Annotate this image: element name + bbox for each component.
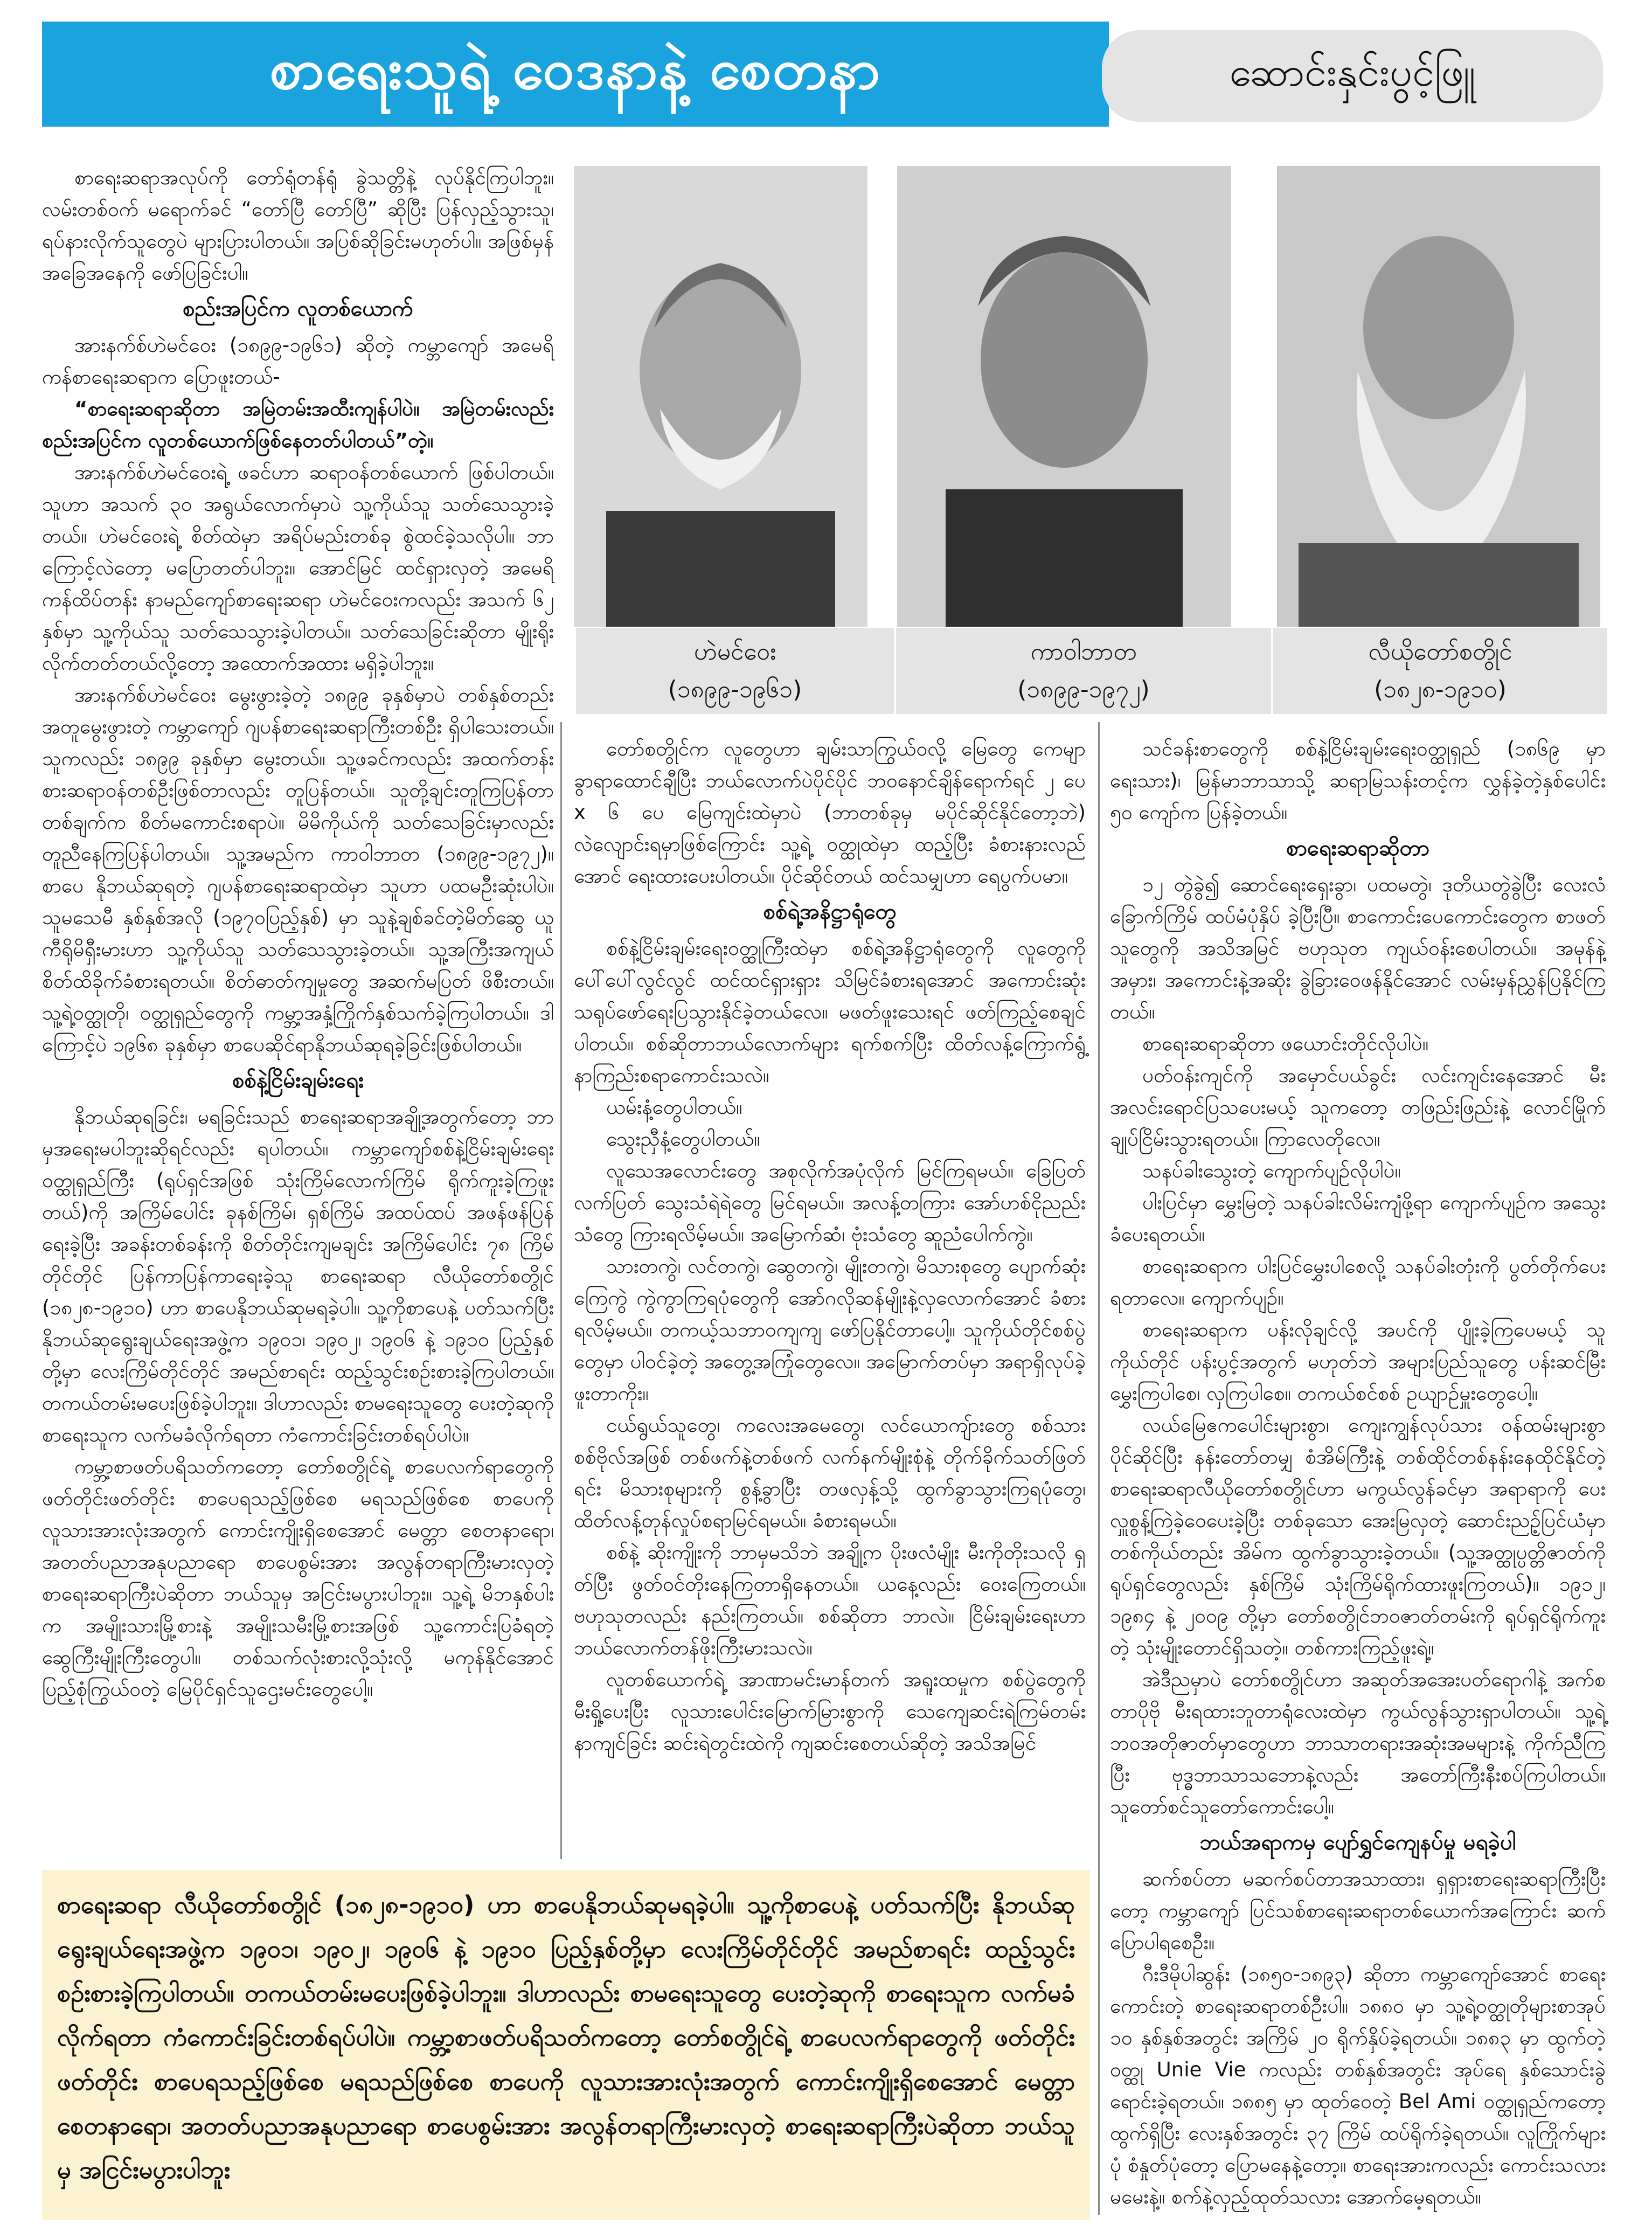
article-column-1 bbox=[42, 162, 554, 1886]
paragraph: ဆက်စပ်တာ မဆက်စပ်တာအသာထား၊ ရှရှားစာရေးဆရာကြီးပြီးတော့ ကမ္ဘာကျော် ပြင်သစ်စာရေးဆရာတစ်ယောက်အကြောင်း ဆက်ပြောပါရစေဦး။ bbox=[1110, 1867, 1606, 1954]
kawabata-portrait-image bbox=[897, 166, 1231, 627]
photo-caption-kawabata bbox=[894, 628, 1271, 714]
article-title: စာရေးသူရဲ့ ဝေဒနာနဲ့ စေတနာ bbox=[42, 22, 1109, 127]
paragraph: စစ်နဲ့ငြိမ်းချမ်းရေးဝတ္ထုကြီးထဲမှာ စစ်ရဲ့အနိဋ္ဌာရုံတွေကို လူတွေကို ပေါ်ပေါ်လွင်လွင် ထင်ထင်ရှားရှား သိမြင်ခံစားရအောင် အကောင်းဆုံးသရုပ်ဖော်ရေးပြသွားနိုင်ခဲ့တယ်လေ။ မဖတ်ဖူးသေးရင် ဖတ်ကြည့်စေချင်ပါတယ်။ စစ်ဆိုတာဘယ်လောက်များ ရက်စက်ပြီး ထိတ်လန့်ကြောက်ရွံ့ နာကြည်းစရာကောင်းသလဲ။ bbox=[574, 937, 1086, 1087]
paragraph: ဂီးဒီမိုပါဆွန်း (၁၈၅၀-၁၈၉၃) ဆိုတာ ကမ္ဘာကျော်အောင် စာရေးကောင်းတဲ့ စာရေးဆရာတစ်ဦးပါ။ ၁၈၈၀ မှာ သူ့ရဲ့ဝတ္ထုတိုများစာအုပ် ၁၀ နှစ်နှစ်အတွင်း အကြိမ် ၂၀ ရိုက်နှိပ်ခဲ့ရတယ်။ ၁၈၈၃ မှာ ထွက်တဲ့ဝတ္ထု Unie Vie ကလည်း တစ်နှစ်အတွင်း အုပ်ရေ နှစ်သောင်းခွဲရောင်းခဲ့ရတယ်။ ၁၈၈၅ မှာ ထုတ်ဝေတဲ့ Bel Ami ဝတ္ထုရှည်ကတော့ ထွက်ရှိပြီး လေးနှစ်အတွင်း ၃၇ ကြိမ် ထပ်ရိုက်ခဲ့ရတယ်။ လူကြိုက်များပုံ စံနှုတ်ပုံတော့ ပြောမနေနဲ့တော့။ စာရေးအားကလည်း ကောင်းသလားမမေးနဲ့။ စက်နဲ့လှည့်ထုတ်သလား အောက်မေ့ရတယ်။ bbox=[1110, 1963, 1606, 2208]
paragraph: အားနက်စ်ဟဲမင်ဝေး မွေးဖွားခဲ့တဲ့ ၁၈၉၉ ခုနှစ်မှာပဲ တစ်နှစ်တည်း အတူမွေးဖွားတဲ့ ကမ္ဘာကျော် ဂျပန်စာရေးဆရာကြီးတစ်ဦး ရှိပါသေးတယ်။ သူကလည်း ၁၈၉၉ ခုနှစ်မှာ မွေးတယ်။ သူ့ဖခင်ကလည်း အထက်တန်းစားဆရာဝန်တစ်ဦးဖြစ်တာလည်း တူပြန်တယ်။ သူတို့ချင်းတူကြပြန်တာ တစ်ချက်က စိတ်မကောင်းစရာပဲ။ မိမိကိုယ်ကို သတ်သေခြင်းမှာလည်း တူညီနေကြပြန်ပါတယ်။ သူ့အမည်က ကာဝါဘာတ (၁၈၉၉-၁၉၇၂)။ စာပေ နိုဘယ်ဆုရတဲ့ ဂျပန်စာရေးဆရာထဲမှာ သူဟာ ပထမဦးဆုံးပါပဲ။ သူမသေမီ နှစ်နှစ်အလို (၁၉၇၀ပြည့်နှစ်) မှာ သူနဲ့ချစ်ခင်တဲ့မိတ်ဆွေ ယူကီရိုမိရှီးမားဟာ သူ့ကိုယ်သူ သတ်သေသွားခဲ့တယ်။ သူ့အကြီးအကျယ် စိတ်ထိခိုက်ခံစားရတယ်။ စိတ်ဓာတ်ကျမှုတွေ အဆက်မပြတ် ဖိစီးတယ်။ သူ့ရဲ့ဝတ္ထုတို၊ ဝတ္ထုရှည်တွေကို ကမ္ဘာ့အနှံ့ကြိုက်နှစ်သက်ခဲ့ကြပါတယ်။ ဒါကြောင့်ပဲ ၁၉၆၈ ခုနှစ်မှာ စာပေဆိုင်ရာနိုဘယ်ဆုရခဲ့ခြင်းဖြစ်ပါတယ်။ bbox=[42, 683, 554, 1056]
caption-name: ဟဲမင်ဝေး bbox=[693, 638, 776, 666]
paragraph: သင်ခန်းစာတွေကို စစ်နဲ့ငြိမ်းချမ်းရေးဝတ္ထုရှည် (၁၈၆၉ မှာ ရေးသား)၊ မြန်မာဘာသာသို့ ဆရာမြသန်းတင့်က လွှန်ခဲ့တဲ့နှစ်ပေါင်း ၅၀ ကျော်က ပြန်ခဲ့တယ်။ bbox=[1110, 737, 1606, 824]
section-heading: ဘယ်အရာကမှ ပျော်ရွှင်ကျေနပ်မှု မရခဲ့ပါ bbox=[1199, 1830, 1516, 1855]
paragraph: ပတ်ဝန်းကျင်ကို အမှောင်ပယ်ခွင်း လင်းကျင်းနေအောင် မီးအလင်းရောင်ပြသပေးမယ့် သူကတော့ တဖြည်းဖြည်းနဲ့ လောင်မြိုက်ချုပ်ငြိမ်းသွားရတယ်။ ကြာလေတိုလေ။ bbox=[1110, 1064, 1606, 1151]
paragraph: တော်စတွိုင်က လူတွေဟာ ချမ်းသာကြွယ်ဝလို့ မြေတွေ ကေမျာခွာရာထောင်ချီပြီး ဘယ်လောက်ပဲပိုင်ပိုင် ဘဝနောင်ချိန်ရောက်ရင် ၂ ပေ x ၆ ပေ မြေကျင်းထဲမှာပဲ (ဘာတစ်ခုမှ မပိုင်ဆိုင်နိုင်တော့ဘဲ) လဲလျောင်းရမှာဖြစ်ကြောင်း သူ့ရဲ့ ဝတ္ထုထဲမှာ ထည့်ပြီး ခံစားနားလည်အောင် ရေးထားပေးပါတယ်။ ပိုင်ဆိုင်တယ် ထင်သမျှဟာ ရေပွက်ပမာ။ bbox=[574, 737, 1086, 888]
paragraph: ယမ်းနံ့တွေပါတယ်။ bbox=[606, 1096, 742, 1119]
paragraph: သားတကွဲ၊ လင်တကွဲ၊ ဆွေတကွဲ၊ မျိုးတကွဲ၊ မိသားစုတွေ ပျောက်ဆုံးကြေကွဲ ကွဲကွာကြရပုံတွေကို အော်ဂလိုဆန်မျိုးနဲ့လှလောက်အောင် ခံစားရလိမ့်မယ်။ တကယ့်သဘာဝကျကျ ဖော်ပြနိုင်တာပေါ့။ သူကိုယ်တိုင်စစ်ပွဲတွေမှာ ပါဝင်ခဲ့တဲ့ အတွေ့အကြုံတွေလေ။ အမြောက်တပ်မှာ အရာရှိလုပ်ခဲ့ဖူးတာကိုး။ bbox=[574, 1255, 1086, 1405]
paragraph: လူတစ်ယောက်ရဲ့ အာဏာမင်းမာန်တက် အရူးထမှုက စစ်ပွဲတွေကို မီးရှို့ပေးပြီး လူသားပေါင်းမြောက်မြားစွာကို သေကျေဆင်းရဲကြမ်တမ်းနာကျင်ခြင်း ဆင်းရဲတွင်းထဲကို ကျဆင်းစေတယ်ဆိုတဲ့ အသိအမြင် bbox=[574, 1668, 1086, 1755]
section-heading: စစ်ရဲ့အနိဋ္ဌာရုံတွေ bbox=[763, 899, 897, 924]
column-divider bbox=[560, 722, 562, 1859]
article-column-2 bbox=[574, 733, 1086, 2021]
caption-years: (၁၈၂၈-၁၉၁၀) bbox=[1374, 676, 1507, 703]
kawabata-portrait bbox=[897, 166, 1231, 627]
paragraph: အားနက်စ်ဟဲမင်ဝေးရဲ့ ဖခင်ဟာ ဆရာဝန်တစ်ယောက် ဖြစ်ပါတယ်။ သူဟာ အသက် ၃၀ အရွယ်လောက်မှာပဲ သူ့ကိုယ်သူ သတ်သေသွားခဲ့တယ်။ ဟဲမင်ဝေးရဲ့ စိတ်ထဲမှာ အရိပ်မည်းတစ်ခု စွဲထင်ခဲ့သလိုပါ။ ဘာကြောင့်လဲတော့ မပြောတတ်ပါဘူး။ အောင်မြင် ထင်ရှားလှတဲ့ အမေရိကန်ထိပ်တန်း နာမည်ကျော်စာရေးဆရာ ဟဲမင်ဝေးကလည်း အသက် ၆၂ နှစ်မှာ သူ့ကိုယ်သူ သတ်သေသွားခဲ့ပါတယ်။ သတ်သေခြင်းဆိုတာ မျိုးရိုးလိုက်တတ်တယ်လို့တော့ အထောက်အထား မရှိခဲ့ပါဘူး။ bbox=[42, 461, 554, 675]
paragraph: ၁၂ တွဲခွဲ၍ ဆောင်ရေးရှေးခွာ၊ ပထမတွဲ၊ ဒုတိယတွဲခွဲပြီး လေးလံခြောက်ကြိမ် ထပ်မံပုံနှိပ် ခဲ့ပြီးပြီ။ စာကောင်းပေကောင်းတွေက စာဖတ်သူတွေကို အသိအမြင် ဗဟုသုတ ကျယ်ဝန်းစေပါတယ်။ အမုန်နဲ့ အမှား၊ အကောင်းနဲ့အဆိုး ခွဲခြားဝေဖန်နိုင်အောင် လမ်းမှန်ညွှန်ပြနိုင်ကြတယ်။ bbox=[1110, 873, 1606, 1023]
column-divider bbox=[1098, 722, 1100, 2215]
paragraph: စာရေးဆရာအလုပ်ကို တော်ရုံတန်ရုံ ခွဲသတ္တိနဲ့ လုပ်နိုင်ကြပါဘူး။ လမ်းတစ်ဝက် မရောက်ခင် “တော်ပြီ တော်ပြီ” ဆိုပြီး ပြန်လှည့်သွားသူ၊ ရပ်နားလိုက်သူတွေပဲ များပြားပါတယ်။ အပြစ်ဆိုခြင်းမဟုတ်ပါ။ အဖြစ်မှန်အခြေအနေကို ဖော်ပြခြင်းပါ။ bbox=[42, 166, 554, 285]
paragraph: အားနက်စ်ဟဲမင်ဝေး (၁၈၉၉-၁၉၆၁) ဆိုတဲ့ ကမ္ဘာကျော် အမေရိကန်စာရေးဆရာက ပြောဖူးတယ်- bbox=[42, 334, 554, 389]
hemingway-portrait bbox=[574, 166, 867, 627]
author-byline: ဆောင်းနှင်းပွင့်ဖြူ bbox=[1102, 30, 1603, 122]
caption-years: (၁၈၉၉-၁၉၇၂) bbox=[1017, 676, 1150, 703]
paragraph: စာရေးဆရာက ပန်းလိုချင်လို့ အပင်ကို ပျိုးခဲ့ကြပေမယ့် သူကိုယ်တိုင် ပန်းပွင့်အတွက် မဟုတ်ဘဲ အများပြည်သူတွေ ပန်းဆင်မြီး မွှေးကြပါစေ၊ လှကြပါစေ။ တကယ်စင်စစ် ဥယျာဉ်မှူးတွေပေါ့။ bbox=[1110, 1318, 1606, 1405]
section-heading: စာရေးဆရာဆိုတာ bbox=[1286, 836, 1429, 861]
section-heading: စည်းအပြင်က လူတစ်ယောက် bbox=[183, 296, 413, 321]
paragraph: စစ်နဲ့ ဆိုးကျိုးကို ဘာမှမသိဘဲ အချို့က ပိုးဖလံမျိုး မီးကိုတိုးသလို ရှတ်ပြီး ဖွတ်ဝင်တိုးနေကြတာရှိနေတယ်။ ယနေ့လည်း ဝေးကြေတယ်။ ဗဟုသုတလည်း နည်းကြတယ်။ စစ်ဆိုတာ ဘာလဲ။ ငြိမ်းချမ်းရေးဟာ ဘယ်လောက်တန်ဖိုးကြီးမားသလဲ။ bbox=[574, 1541, 1086, 1659]
paragraph: ပါးပြင်မှာ မွှေးမြတဲ့ သနပ်ခါးလိမ်းကျံဖို့ရာ ကျောက်ပျဉ်က အသွေးခံပေးရတယ်။ bbox=[1110, 1191, 1606, 1246]
photo-caption-hemingway bbox=[574, 628, 894, 714]
caption-name: လီယိုတော်စတွိုင် bbox=[1368, 638, 1512, 666]
paragraph: လူသေအလောင်းတွေ အစုလိုက်အပုံလိုက် မြင်ကြရမယ်။ ခြေပြတ်လက်ပြတ် သွေးသံရဲရဲတွေ မြင်ရမယ်။ အလန့်တကြား အော်ဟစ်ငိုညည်းသံတွေ ကြားရလိမ့်မယ်။ အမြောက်ဆံ၊ ဗုံးသံတွေ ဆူညံပေါက်ကွဲ။ bbox=[574, 1159, 1086, 1246]
caption-years: (၁၈၉၉-၁၉၆၁) bbox=[668, 676, 802, 703]
paragraph: စာရေးဆရာက ပါးပြင်မွှေးပါစေလို့ သနပ်ခါးတုံးကို ပွတ်တိုက်ပေးရတာလေ။ ကျောက်ပျဉ်။ bbox=[1110, 1255, 1606, 1309]
paragraph: လယ်မြေဧကပေါင်းများစွာ၊ ကျေးကျွန်လုပ်သား ဝန်ထမ်းများစွာ ပိုင်ဆိုင်ပြီး နန်းတော်တမျှ စံအိမ်ကြီးနဲ့ တစ်ထိုင်တစ်နန်းနေထိုင်နိုင်တဲ့ စာရေးဆရာလီယိုတော်စတွိုင်ဟာ မကွယ်လွန်ခင်မှာ အရာရာကို ပေးလှူစွန့်ကြဲခဲ့ဝေပေးခဲ့ပြီး တစ်ခုသော အေးမြလှတဲ့ ဆောင်းညဉ့်ပြင်ယံမှာ တစ်ကိုယ်တည်း အိမ်က ထွက်ခွာသွားခဲ့တယ်။ (သူ့အတ္ထုပ္ပတ္တိဇာတ်ကို ရုပ်ရှင်တွေလည်း နှစ်ကြိမ် သုံးကြိမ်ရိုက်ထားဖူးကြတယ်)။ ၁၉၁၂၊ ၁၉၈၄ နဲ့ ၂၀၀၉ တို့မှာ တော်စတွိုင်ဘဝဇာတ်တမ်းကို ရုပ်ရှင်ရိုက်ကူးတဲ့ သုံးမျိုးတောင်ရှိသတဲ့။ တစ်ကားကြည့်ဖူးရဲ့။ bbox=[1110, 1414, 1606, 1659]
quote-paragraph: “စာရေးဆရာဆိုတာ အမြဲတမ်းအထီးကျန်ပါပဲ။ အမြဲတမ်းလည်း စည်းအပြင်က လူတစ်ယောက်ဖြစ်နေတတ်ပါတယ်”တဲ့။ bbox=[42, 397, 554, 452]
paragraph: ငယ်ရွယ်သူတွေ၊ ကလေးအမေတွေ၊ လင်ယောကျ်ားတွေ စစ်သားစစ်ဗိုလ်အဖြစ် တစ်ဖက်နဲ့တစ်ဖက် လက်နက်မျိုးစုံနဲ့ တိုက်ခိုက်သတ်ဖြတ်ရင်း မိသားစုများကို စွန့်ခွာပြီး တဖလှန့်သို့ ထွက်ခွာသွားကြရပုံတွေ၊ ထိတ်လန့်တုန်လှုပ်စရာမြင်ရမယ်။ ခံစားရမယ်။ bbox=[574, 1414, 1086, 1532]
paragraph: သွေးညှီနံ့တွေပါတယ်။ bbox=[606, 1127, 760, 1151]
paragraph: သနပ်ခါးသွေးတဲ့ ကျောက်ပျဉ်လိုပါပဲ။ bbox=[1142, 1159, 1401, 1182]
photo-caption-tolstoy bbox=[1271, 628, 1607, 714]
paragraph: နိုဘယ်ဆုရခြင်း၊ မရခြင်းသည် စာရေးဆရာအချို့အတွက်တော့ ဘာမှအရေးမပါဘူးဆိုရင်လည်း ရပါတယ်။ ကမ္ဘာကျော်စစ်နဲ့ငြိမ်းချမ်းရေး ဝတ္ထုရှည်ကြီး (ရုပ်ရှင်အဖြစ် သုံးကြိမ်လောက်ကြိမ် ရိုက်ကူးခဲ့ကြဖူးတယ်)ကို အကြိမ်ပေါင်း ခုနစ်ကြိမ်၊ ရှစ်ကြိမ် အထပ်ထပ် အဖန်ဖန်ပြန်ရေးခဲ့ပြီး အခန်းတစ်ခန်းကို စိတ်တိုင်းကျမချင်း အကြိမ်ပေါင်း ၇၈ ကြိမ်တိုင်တိုင် ပြန်ကာပြန်ကာရေးခဲ့သူ စာရေးဆရာ လီယိုတော်စတွိုင် (၁၈၂၈-၁၉၁၀) ဟာ စာပေနိုဘယ်ဆုမရခဲ့ပါ။ သူ့ကိုစာပေနဲ့ ပတ်သက်ပြီး နိုဘယ်ဆုရွေးချယ်ရေးအဖွဲ့က ၁၉၀၁၊ ၁၉၀၂၊ ၁၉၀၆ နဲ့ ၁၉၁၀ ပြည့်နှစ်တို့မှာ လေးကြိမ်တိုင်တိုင် အမည်စာရင်း ထည့်သွင်းစဉ်းစားခဲ့ကြပါတယ်။ တကယ်တမ်းမပေးဖြစ်ခဲ့ပါဘူး။ ဒါဟာလည်း စာမရေးသူတွေ ပေးတဲ့ဆုကို စာရေးသူက လက်မခံလိုက်ရတာ ကံကောင်းခြင်းတစ်ရပ်ပါပဲ။ bbox=[42, 1105, 554, 1446]
article-column-3 bbox=[1110, 733, 1606, 2208]
paragraph: အဲဒီညမှာပဲ တော်စတွိုင်ဟာ အဆုတ်အအေးပတ်ရောဂါနဲ့ အက်စတာပိုဗို မီးရထားဘူတာရုံလေးထဲမှာ ကွယ်လွန်သွားရှာပါတယ်။ သူ့ရဲ့ဘဝအတိုဇာတ်မှာတွေဟာ ဘာသာတရားအဆုံးအမများနဲ့ ကိုက်ညီကြပြီး ဗုဒ္ဓဘာသာသဘောနဲ့လည်း အတော်ကြီးနီးစပ်ကြပါတယ်။ သူတော်စင်သူတော်ကောင်းပေါ့။ bbox=[1110, 1668, 1606, 1818]
caption-name: ကာဝါဘာတ bbox=[1030, 638, 1137, 666]
tolstoy-portrait bbox=[1277, 166, 1600, 627]
paragraph: စာရေးဆရာဆိုတာ ဖယောင်းတိုင်လိုပါပဲ။ bbox=[1142, 1032, 1429, 1055]
pull-quote bbox=[42, 1870, 1090, 2220]
tolstoy-portrait-image bbox=[1277, 166, 1600, 627]
pull-quote-text: စာရေးဆရာ လီယိုတော်စတွိုင် (၁၈၂၈-၁၉၁၀) ဟာ စာပေနိုဘယ်ဆုမရခဲ့ပါ။ သူ့ကိုစာပေနဲ့ ပတ်သက်ပြီး နိုဘယ်ဆုရွေးချယ်ရေးအဖွဲ့က ၁၉၀၁၊ ၁၉၀၂၊ ၁၉၀၆ နဲ့ ၁၉၁၀ ပြည့်နှစ်တို့မှာ လေးကြိမ်တိုင်တိုင် အမည်စာရင်း ထည့်သွင်းစဉ်းစားခဲ့ကြပါတယ်။ တကယ်တမ်းမပေးဖြစ်ခဲ့ပါဘူး။ ဒါဟာလည်း စာမရေးသူတွေ ပေးတဲ့ဆုကို စာရေးသူက လက်မခံလိုက်ရတာ ကံကောင်းခြင်းတစ်ရပ်ပါပဲ။ ကမ္ဘာ့စာဖတ်ပရိသတ်ကတော့ တော်စတွိုင်ရဲ့ စာပေလက်ရာတွေကို ဖတ်တိုင်းဖတ်တိုင်း စာပေရသည့်ဖြစ်စေ မရသည်ဖြစ်စေ စာပေကို လူသားအားလုံးအတွက် ကောင်းကျိုးရှိစေအောင် မေတ္တာ စေတနာရော၊ အတတ်ပညာအနုပညာရော စာပေစွမ်းအား အလွန်တရာကြီးမားလှတဲ့ စာရေးဆရာကြီးပဲဆိုတာ ဘယ်သူမှ အငြင်းမပွားပါဘူး bbox=[57, 1890, 1075, 2184]
hemingway-portrait-image bbox=[574, 166, 867, 627]
section-heading: စစ်နဲ့ငြိမ်းချမ်းရေး bbox=[232, 1068, 364, 1093]
paragraph: ကမ္ဘာ့စာဖတ်ပရိသတ်ကတော့ တော်စတွိုင်ရဲ့ စာပေလက်ရာတွေကို ဖတ်တိုင်းဖတ်တိုင်း စာပေရသည့်ဖြစ်စေ မရသည်ဖြစ်စေ စာပေကို လူသားအားလုံးအတွက် ကောင်းကျိုးရှိစေအောင် မေတ္တာ စေတနာရော၊ အတတ်ပညာအနုပညာရော စာပေစွမ်းအား အလွန်တရာကြီးမားလှတဲ့ စာရေးဆရာကြီးပဲဆိုတာ ဘယ်သူမှ အငြင်းမပွားပါဘူး။ သူ့ရဲ့ မိဘနှစ်ပါးက အမျိုးသားမြို့စားနဲ့ အမျိုးသမီးမြို့စားအဖြစ် သူ့ကောင်းပြခံရတဲ့ ဆွေကြီးမျိုးကြီးတွေပါ။ တစ်သက်လုံးစားလို့သုံးလို့ မကုန်နိုင်အောင် ပြည့်စုံကြွယ်ဝတဲ့ မြေပိုင်ရှင်သူဌေးမင်းတွေပေါ့။ bbox=[42, 1455, 554, 1701]
